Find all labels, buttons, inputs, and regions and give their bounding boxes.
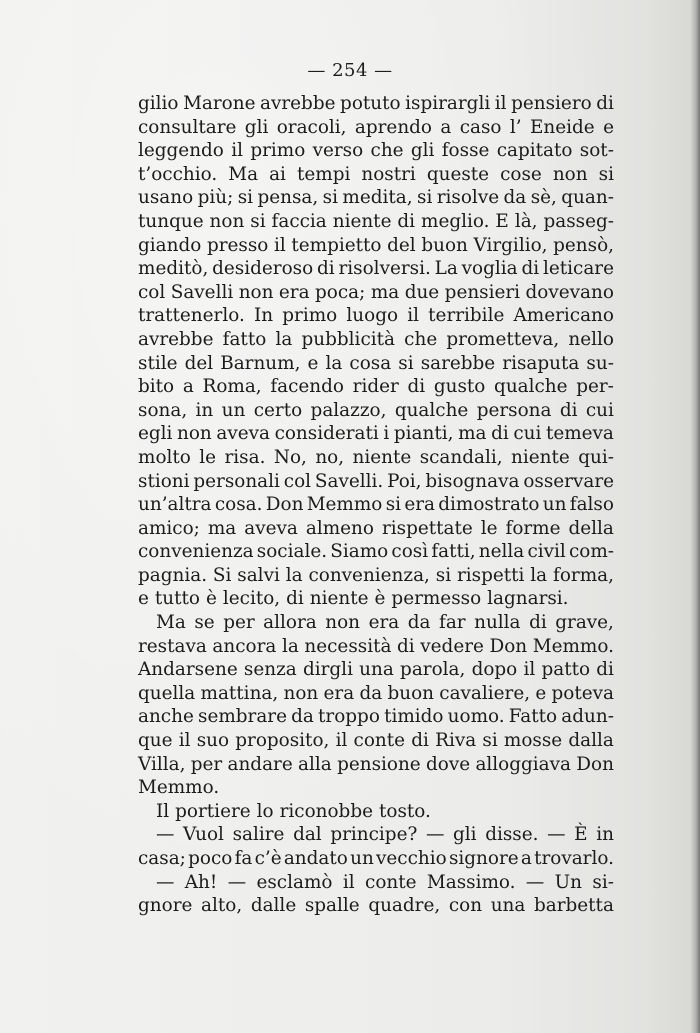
text-line: gnore alto, dalle spalle quadre, con una barbetta [138, 895, 614, 917]
text-line: bito a Roma, facendo rider di gusto qualche per- [138, 376, 614, 398]
text-line: — Ah! — esclamò il conte Massimo. — Un si- [156, 871, 614, 893]
text-line: tunque non si faccia niente di meglio. E là, passeg- [138, 210, 614, 232]
text-line: pagnia. Si salvi la convenienza, si rispetti la forma, [138, 564, 614, 586]
page-number: — 254 — [307, 60, 393, 81]
text-line: stioni personali col Savelli. Poi, bisognava osservare [138, 470, 614, 492]
text-line: t’occhio. Ma ai tempi nostri queste cose non si [138, 163, 614, 185]
text-line: gilio Marone avrebbe potuto ispirargli il pensiero di [138, 93, 614, 114]
text-line: Villa, per andare alla pensione dove alloggiava Don [138, 753, 614, 775]
text-line: convenienza sociale. Siamo così fatti, nella civil com- [138, 541, 614, 563]
text-line: que il suo proposito, il conte di Riva si mosse dalla [138, 730, 614, 752]
text-line: e tutto è lecito, di niente è permesso lagnarsi. [138, 588, 569, 610]
text-line: usano più; si pensa, si medita, si risolve da sè, quan- [138, 187, 614, 209]
text-line: giando presso il tempietto del buon Virgilio, pensò, [138, 234, 614, 256]
text-line: quella mattina, non era da buon cavaliere, e poteva [138, 682, 614, 704]
text-line: — Vuol salire dal principe? — gli disse. — È in [156, 824, 614, 846]
text-line: Andarsene senza dirgli una parola, dopo il patto di [138, 659, 614, 681]
text-line: leggendo il primo verso che gli fosse capitato sot- [138, 140, 614, 162]
text-line: anche sembrare da troppo timido uomo. Fatto adun- [138, 706, 614, 728]
text-line: col Savelli non era poca; ma due pensieri dovevano [138, 281, 614, 303]
text-line: un’altra cosa. Don Memmo si era dimostrato un falso [138, 494, 614, 516]
text-line: avrebbe fatto la pubblicità che prometteva, nello [138, 328, 614, 350]
text-line: meditò, desideroso di risolversi. La voglia di leticare [138, 258, 614, 280]
text-line: Il portiere lo riconobbe tosto. [156, 800, 431, 822]
text-line: Memmo. [138, 777, 220, 799]
text-line: molto le risa. No, no, niente scandali, niente qui- [138, 446, 614, 468]
text-line: restava ancora la necessità di vedere Don Memmo. [138, 635, 614, 657]
text-line: stile del Barnum, e la cosa si sarebbe risaputa su- [138, 352, 614, 374]
text-line: sona, in un certo palazzo, qualche persona di cui [138, 399, 614, 421]
text-line: egli non aveva considerati i pianti, ma di cui temeva [138, 423, 614, 445]
text-line: trattenerlo. In primo luogo il terribile Americano [138, 305, 614, 327]
page-edge-shadow [690, 0, 700, 1033]
page-body-text [138, 92, 614, 918]
text-line: casa; poco fa c’è andato un vecchio signore a trovarlo. [138, 848, 614, 869]
text-line: consultare gli oracoli, aprendo a caso l’ Eneide e [138, 116, 614, 138]
text-line: amico; ma aveva almeno rispettate le forme della [138, 517, 614, 539]
text-line: Ma se per allora non era da far nulla di grave, [156, 612, 614, 634]
